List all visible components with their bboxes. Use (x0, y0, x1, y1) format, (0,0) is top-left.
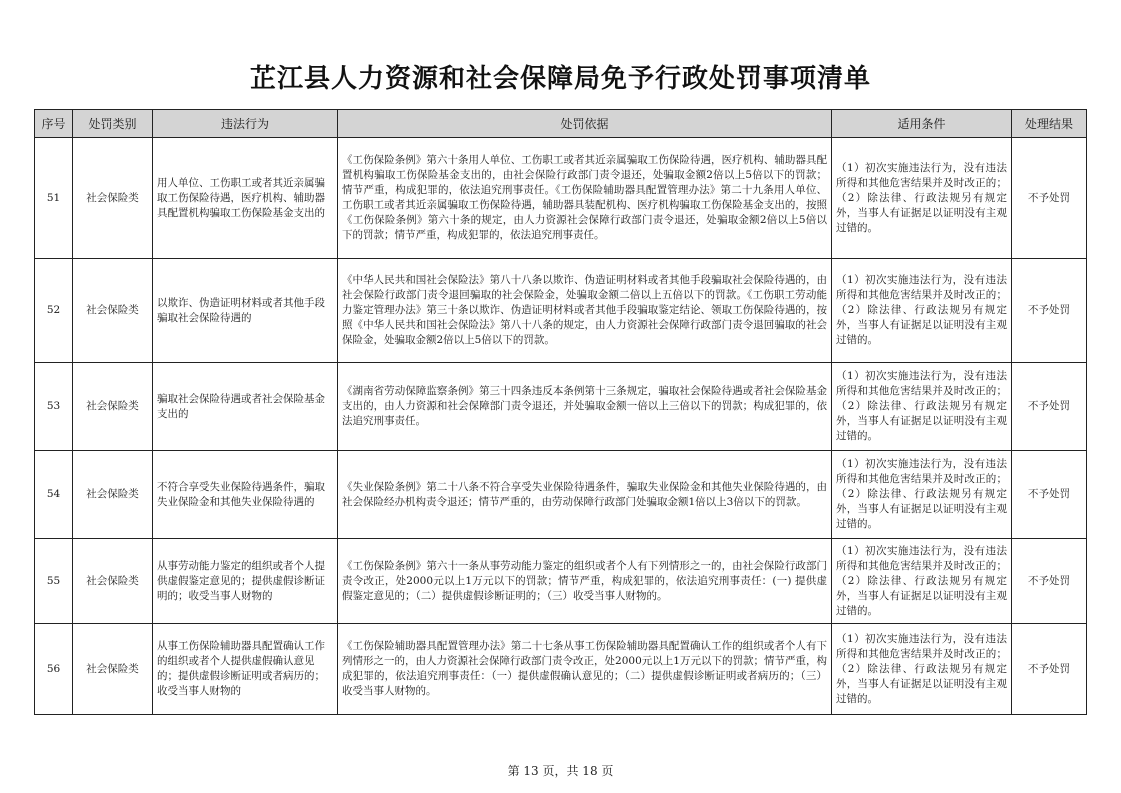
row-condition: （1）初次实施违法行为，没有违法所得和其他危害结果并及时改正的；（2）除法律、行政法规另有规定外，当事人有证据足以证明没有主观过错的。 (832, 451, 1012, 539)
row-legal-basis: 《工伤保险辅助器具配置管理办法》第二十七条从事工伤保险辅助器具配置确认工作的组织或者个人有下列情形之一的，由人力资源社会保障行政部门责令改正，处2000元以上1万元以下的罚款；情节严重，构成犯罪的，依法追究刑事责任：（一）提供虚假确认意见的；（二）提供虚假诊断证明或者病历的；（三）收受当事人财物的。 (338, 624, 832, 715)
row-condition: （1）初次实施违法行为，没有违法所得和其他危害结果并及时改正的；（2）除法律、行政法规另有规定外，当事人有证据足以证明没有主观过错的。 (832, 539, 1012, 624)
header-condition: 适用条件 (832, 110, 1012, 138)
row-legal-basis: 《工伤保险条例》第六十一条从事劳动能力鉴定的组织或者个人有下列情形之一的，由社会保险行政部门责令改正，处2000元以上1万元以下的罚款；情节严重，构成犯罪的，依法追究刑事责任：(一) 提供虚假鉴定意见的；（二）提供虚假诊断证明的；（三）收受当事人财物的。 (338, 539, 832, 624)
row-category: 社会保险类 (73, 451, 153, 539)
header-no: 序号 (35, 110, 73, 138)
header-category: 处罚类别 (73, 110, 153, 138)
row-number: 51 (35, 138, 73, 259)
table-row (35, 539, 1087, 624)
penalty-exemption-table (34, 109, 1087, 715)
row-number: 52 (35, 259, 73, 363)
row-result: 不予处罚 (1012, 259, 1087, 363)
row-number: 55 (35, 539, 73, 624)
row-result: 不予处罚 (1012, 363, 1087, 451)
row-category: 社会保险类 (73, 539, 153, 624)
row-number: 53 (35, 363, 73, 451)
row-violation: 骗取社会保险待遇或者社会保险基金支出的 (153, 363, 338, 451)
table-row (35, 451, 1087, 539)
row-result: 不予处罚 (1012, 539, 1087, 624)
header-basis: 处罚依据 (338, 110, 832, 138)
row-condition: （1）初次实施违法行为，没有违法所得和其他危害结果并及时改正的；（2）除法律、行政法规另有规定外，当事人有证据足以证明没有主观过错的。 (832, 624, 1012, 715)
row-result: 不予处罚 (1012, 451, 1087, 539)
table-row (35, 259, 1087, 363)
row-result: 不予处罚 (1012, 138, 1087, 259)
row-condition: （1）初次实施违法行为，没有违法所得和其他危害结果并及时改正的；（2）除法律、行政法规另有规定外，当事人有证据足以证明没有主观过错的。 (832, 138, 1012, 259)
row-violation: 不符合享受失业保险待遇条件，骗取失业保险金和其他失业保险待遇的 (153, 451, 338, 539)
row-violation: 从事工伤保险辅助器具配置确认工作的组织或者个人提供虚假确认意见的；提供虚假诊断证明或者病历的；收受当事人财物的 (153, 624, 338, 715)
header-result: 处理结果 (1012, 110, 1087, 138)
row-violation: 用人单位、工伤职工或者其近亲属骗取工伤保险待遇，医疗机构、辅助器具配置机构骗取工伤保险基金支出的 (153, 138, 338, 259)
row-result: 不予处罚 (1012, 624, 1087, 715)
row-number: 56 (35, 624, 73, 715)
row-legal-basis: 《工伤保险条例》第六十条用人单位、工伤职工或者其近亲属骗取工伤保险待遇，医疗机构、辅助器具配置机构骗取工伤保险基金支出的，由社会保险行政部门责令退还，处骗取金额2倍以上5倍以下的罚款；情节严重，构成犯罪的，依法追究刑事责任。《工伤保险辅助器具配置管理办法》第二十九条用人单位、工伤职工或者其近亲属骗取工伤保险待遇，辅助器具装配机构、医疗机构骗取工伤保险基金支出的，按照《工伤保险条例》第六十条的规定，由人力资源社会保障行政部门责令退还，处骗取金额2倍以上5倍以下的罚款；情节严重，构成犯罪的，依法追究刑事责任。 (338, 138, 832, 259)
row-category: 社会保险类 (73, 363, 153, 451)
row-violation: 从事劳动能力鉴定的组织或者个人提供虚假鉴定意见的；提供虚假诊断证明的；收受当事人财物的 (153, 539, 338, 624)
row-violation: 以欺诈、伪造证明材料或者其他手段骗取社会保险待遇的 (153, 259, 338, 363)
row-legal-basis: 《失业保险条例》第二十八条不符合享受失业保险待遇条件，骗取失业保险金和其他失业保险待遇的，由社会保险经办机构责令退还；情节严重的，由劳动保障行政部门处骗取金额1倍以上3倍以下的罚款。 (338, 451, 832, 539)
row-category: 社会保险类 (73, 624, 153, 715)
page-number: 第 13 页，共 18 页 (507, 764, 614, 778)
row-category: 社会保险类 (73, 138, 153, 259)
row-category: 社会保险类 (73, 259, 153, 363)
table-row (35, 138, 1087, 259)
row-legal-basis: 《湖南省劳动保障监察条例》第三十四条违反本条例第十三条规定，骗取社会保险待遇或者社会保险基金支出的，由人力资源和社会保障部门责令退还，并处骗取金额一倍以上三倍以下的罚款；构成犯罪的，依法追究刑事责任。 (338, 363, 832, 451)
table-row (35, 363, 1087, 451)
row-condition: （1）初次实施违法行为，没有违法所得和其他危害结果并及时改正的；（2）除法律、行政法规另有规定外，当事人有证据足以证明没有主观过错的。 (832, 259, 1012, 363)
table-row (35, 624, 1087, 715)
row-legal-basis: 《中华人民共和国社会保险法》第八十八条以欺诈、伪造证明材料或者其他手段骗取社会保险待遇的，由社会保险行政部门责令退回骗取的社会保险金，处骗取金额二倍以上五倍以下的罚款。《工伤职工劳动能力鉴定管理办法》第三十条以欺诈、伪造证明材料或者其他手段骗取鉴定结论、领取工伤保险待遇的，按照《中华人民共和国社会保险法》第八十八条的规定，由人力资源社会保障行政部门责令退回骗取的社会保险金，处骗取金额2倍以上5倍以下的罚款。 (338, 259, 832, 363)
table-header-row (35, 110, 1087, 138)
page-title: 芷江县人力资源和社会保障局免予行政处罚事项清单 (249, 64, 871, 94)
header-act: 违法行为 (153, 110, 338, 138)
row-number: 54 (35, 451, 73, 539)
row-condition: （1）初次实施违法行为，没有违法所得和其他危害结果并及时改正的；（2）除法律、行政法规另有规定外，当事人有证据足以证明没有主观过错的。 (832, 363, 1012, 451)
